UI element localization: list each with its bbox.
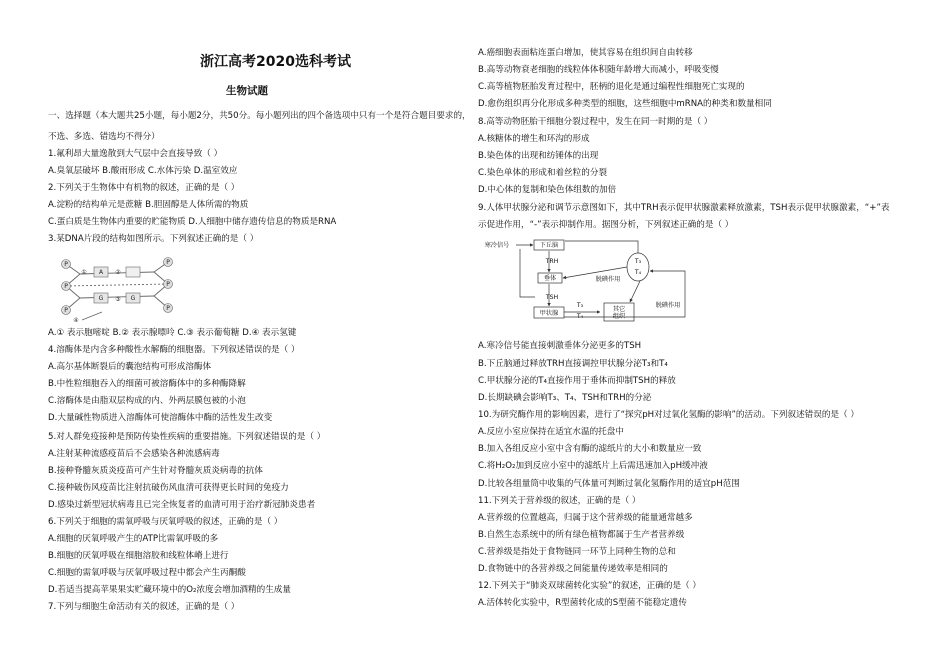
cold-signal-label: 寒冷信号 bbox=[484, 242, 510, 249]
question-10-option-b: B.加入各组反应小室中含有酶的滤纸片的大小和数量应一致 bbox=[478, 444, 702, 454]
question-4-option-b: B.中性粒细胞吞入的细菌可被溶酶体中的多种酶降解 bbox=[48, 379, 246, 389]
question-11-option-d: D.食物链中的各营养级之间能量传递效率是相同的 bbox=[478, 564, 668, 574]
question-5-option-b: B.接种脊髓灰质炎疫苗可产生针对脊髓灰质炎病毒的抗体 bbox=[48, 466, 263, 476]
question-9-option-d: D.长期缺碘会影响T₃、T₄、TSH和TRH的分泌 bbox=[478, 393, 652, 403]
question-11-option-b: B.自然生态系统中的所有绿色植物都属于生产者营养级 bbox=[478, 530, 685, 540]
question-10-option-c: C.将H₂O₂加到反应小室中的滤纸片上后需迅速加入pH缓冲液 bbox=[478, 461, 708, 471]
question-2-options-cd: C.蛋白质是生物体内重要的贮能物质 D.人细胞中储存遗传信息的物质是RNA bbox=[48, 217, 337, 227]
question-5-option-a: A.注射某种流感疫苗后不会感染各种流感病毒 bbox=[48, 449, 220, 459]
question-10-option-a: A.反应小室应保持在适宜水温的托盘中 bbox=[478, 427, 624, 437]
tissue-label: 组织 bbox=[612, 313, 626, 320]
question-8-option-d: D.中心体的复制和染色体组数的加倍 bbox=[478, 185, 617, 195]
question-5-option-c: C.接种破伤风疫苗比注射抗破伤风血清可获得更长时间的免疫力 bbox=[48, 483, 289, 493]
question-7-option-d: D.愈伤组织再分化形成多种类型的细胞，这些细胞中mRNA的种类和数量相同 bbox=[478, 99, 772, 109]
deiodination-label: 脱碘作用 bbox=[595, 276, 621, 283]
question-11-option-c: C.营养级是指处于食物链同一环节上同种生物的总和 bbox=[478, 547, 676, 557]
question-2-options-ab: A.淀粉的结构单元是蔗糖 B.胆固醇是人体所需的物质 bbox=[48, 200, 249, 210]
question-8-option-c: C.染色单体的形成和着丝粒的分裂 bbox=[478, 168, 608, 178]
t3-label: T₃ bbox=[634, 258, 642, 265]
question-11-option-a: A.营养级的位置越高，归属于这个营养级的能量通常越多 bbox=[478, 513, 693, 523]
t4-output-label: T₄ bbox=[576, 313, 584, 320]
base-a-label: A bbox=[98, 269, 104, 276]
base-g-label: G bbox=[98, 295, 104, 302]
question-9-cont: 示促进作用，“-”表示抑制作用。据图分析，下列叙述正确的是（ ） bbox=[478, 220, 734, 230]
question-8-option-a: A.核糖体的增生和环沟的形成 bbox=[478, 134, 590, 144]
question-12: 12.下列关于“肺炎双球菌转化实验”的叙述，正确的是（ ） bbox=[478, 581, 701, 591]
question-11: 11.下列关于营养级的叙述，正确的是（ ） bbox=[478, 496, 641, 506]
marker-1: ① bbox=[81, 269, 87, 276]
marker-3: ③ bbox=[115, 296, 121, 303]
base-g-label: G bbox=[130, 295, 136, 302]
question-9-option-a: A.寒冷信号能直接刺激垂体分泌更多的TSH bbox=[478, 341, 642, 351]
question-5-option-d: D.感染过新型冠状病毒且已完全恢复者的血清可用于治疗新冠肺炎患者 bbox=[48, 500, 316, 510]
question-3-options: A.① 表示胞嘧啶 B.② 表示腺嘌呤 C.③ 表示葡萄糖 D.④ 表示氢键 bbox=[48, 328, 297, 338]
question-6-option-b: B.细胞的厌氧呼吸在细胞溶胶和线粒体嵴上进行 bbox=[48, 551, 229, 561]
deiodination-label: 脱碘作用 bbox=[655, 302, 681, 309]
question-10-option-d: D.比较各组量筒中收集的气体量可判断过氧化氢酶作用的适宜pH范围 bbox=[478, 479, 740, 489]
question-7-option-b: B.高等动物衰老细胞的线粒体体积随年龄增大而减小，呼吸变慢 bbox=[478, 65, 719, 75]
thyroid-label: 甲状腺 bbox=[539, 310, 559, 317]
question-2: 2.下列关于生物体中有机物的叙述，正确的是（ ） bbox=[48, 183, 240, 193]
trh-label: TRH bbox=[545, 258, 559, 265]
hypothalamus-label: 下丘脑 bbox=[539, 242, 559, 249]
tsh-label: TSH bbox=[545, 294, 559, 301]
section-intro-cont: 不选、多选、错选均不得分） bbox=[48, 132, 160, 142]
thyroid-regulation-diagram bbox=[480, 237, 700, 327]
question-1-options: A.臭氧层破坏 B.酸雨形成 C.水体污染 D.温室效应 bbox=[48, 166, 238, 176]
other-label: 其它 bbox=[612, 306, 626, 313]
question-9-option-b: B.下丘脑通过释放TRH直接调控甲状腺分泌T₃和T₄ bbox=[478, 359, 668, 369]
phosphate-label: P bbox=[166, 305, 170, 312]
question-7: 7.下列与细胞生命活动有关的叙述，正确的是（ ） bbox=[48, 602, 240, 612]
section-intro: 一、选择题（本大题共25小题，每小题2分，共50分。每小题列出的四个备选项中只有一个是符合题目要求的， bbox=[48, 111, 471, 121]
question-4-option-d: D.大量碱性物质进入溶酶体可使溶酶体中酶的活性发生改变 bbox=[48, 413, 273, 423]
question-8-option-b: B.染色体的出现和纺锤体的出现 bbox=[478, 151, 599, 161]
marker-2: ② bbox=[115, 269, 121, 276]
phosphate-label: P bbox=[166, 259, 170, 266]
question-1: 1.氟利昂大量逸散到大气层中会直接导致（ ） bbox=[48, 149, 223, 159]
page-subtitle: 生物试题 bbox=[226, 85, 268, 97]
question-10: 10.为研究酶作用的影响因素，进行了“探究pH对过氧化氢酶的影响”的活动。下列叙述错误的是（ ） bbox=[478, 410, 859, 420]
question-6-option-c: C.细胞的需氧呼吸与厌氧呼吸过程中都会产生丙酮酸 bbox=[48, 568, 246, 578]
question-4-option-a: A.高尔基体断裂后的囊泡结构可形成溶酶体 bbox=[48, 362, 212, 372]
question-4: 4.溶酶体是内含多种酸性水解酶的细胞器。下列叙述错误的是（ ） bbox=[48, 345, 300, 355]
question-6: 6.下列关于细胞的需氧呼吸与厌氧呼吸的叙述，正确的是（ ） bbox=[48, 517, 283, 527]
question-3: 3.某DNA片段的结构如图所示。下列叙述正确的是（ ） bbox=[48, 234, 259, 244]
question-7-option-a: A.癌细胞表面粘连蛋白增加，使其容易在组织间自由转移 bbox=[478, 48, 693, 58]
question-6-option-a: A.细胞的厌氧呼吸产生的ATP比需氧呼吸的多 bbox=[48, 534, 219, 544]
question-12-option-a: A.活体转化实验中，R型菌转化成的S型菌不能稳定遗传 bbox=[478, 598, 687, 608]
question-9-option-c: C.甲状腺分泌的T₄直接作用于垂体而抑制TSH的释放 bbox=[478, 376, 676, 386]
phosphate-label: P bbox=[64, 307, 68, 314]
page-title: 浙江高考2020选科考试 bbox=[200, 54, 351, 70]
phosphate-label: P bbox=[64, 261, 68, 268]
question-4-option-c: C.溶酶体是由脂双层构成的内、外两层膜包被的小泡 bbox=[48, 396, 246, 406]
question-6-option-d: D.若适当提高苹果果实贮藏环境中的O₂浓度会增加酒精的生成量 bbox=[48, 585, 291, 595]
dna-structure-figure bbox=[58, 252, 178, 326]
pituitary-label: 垂体 bbox=[543, 275, 557, 282]
question-8: 8.高等动物胚胎干细胞分裂过程中，发生在同一时期的是（ ） bbox=[478, 117, 713, 127]
t3-output-label: T₃ bbox=[576, 302, 584, 309]
question-5: 5.对人群免疫接种是预防传染性疾病的重要措施。下列叙述错误的是（ ） bbox=[48, 432, 326, 442]
marker-4: ④ bbox=[73, 317, 79, 324]
phosphate-label: P bbox=[64, 283, 68, 290]
phosphate-label: P bbox=[166, 281, 170, 288]
t4-label: T₄ bbox=[634, 269, 642, 276]
question-7-option-c: C.高等植物胚胎发育过程中，胚柄的退化是通过编程性细胞死亡实现的 bbox=[478, 82, 745, 92]
question-9: 9.人体甲状腺分泌和调节示意图如下，其中TRH表示促甲状腺激素释放激素，TSH表示促甲状腺激素，“+”表 bbox=[478, 203, 890, 213]
